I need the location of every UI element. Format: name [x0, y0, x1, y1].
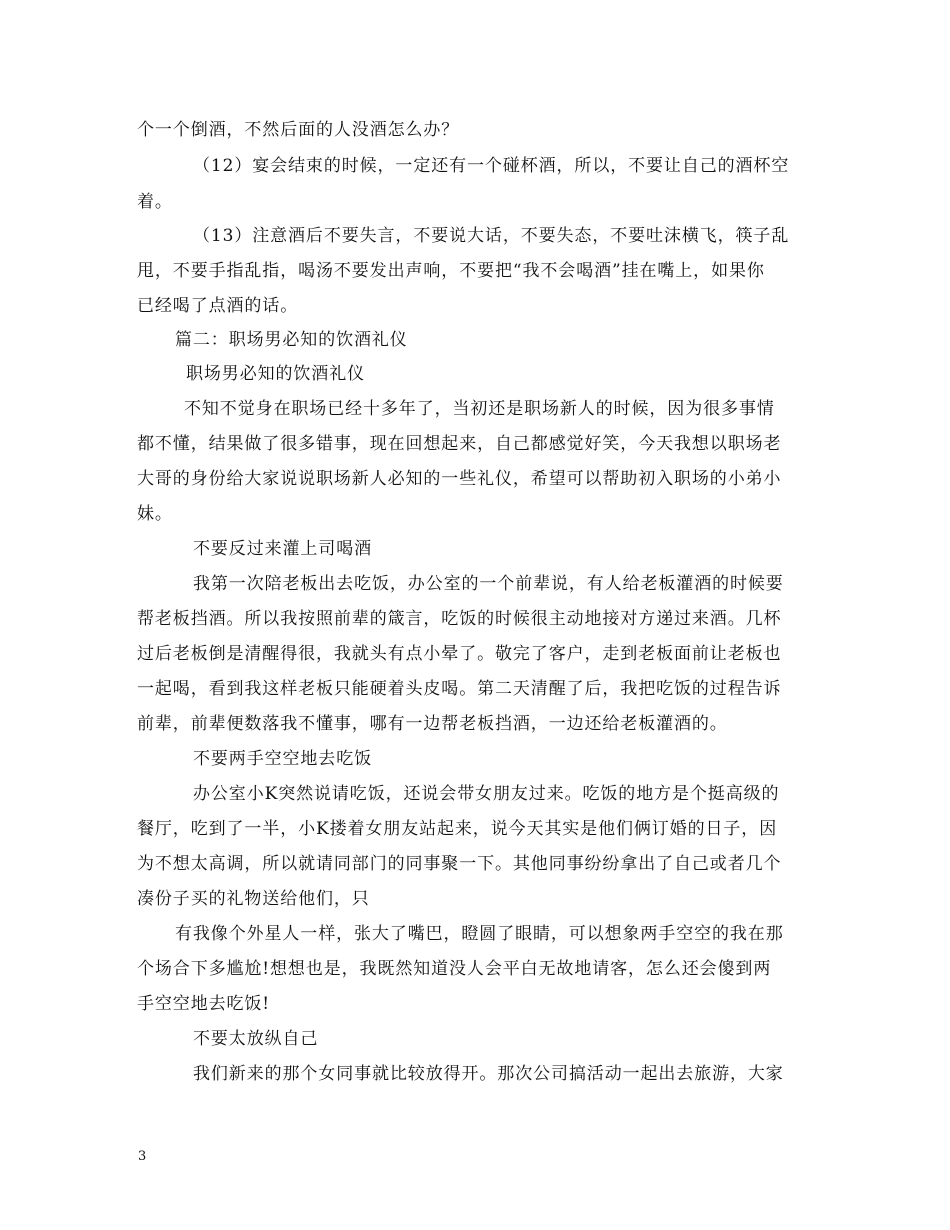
text-line: 不知不觉身在职场已经十多年了，当初还是职场新人的时候，因为很多事情 — [184, 399, 775, 419]
text-line: 我们新来的那个女同事就比较放得开。那次公司搞活动一起出去旅游，大家 — [193, 1064, 784, 1084]
text-line: 甩，不要手指乱指，喝汤不要发出声响，不要把“我不会喝酒”挂在嘴上，如果你 — [137, 261, 765, 281]
text-line: 我第一次陪老板出去吃饭，办公室的一个前辈说，有人给老板灌酒的时候要 — [193, 574, 784, 594]
text-line: 大哥的身份给大家说说职场新人必知的一些礼仪，希望可以帮助初入职场的小弟小 — [137, 469, 782, 489]
text-line: 过后老板倒是清醒得很，我就头有点小晕了。敬完了客户，走到老板面前让老板也 — [137, 644, 782, 664]
text-line: 都不懂，结果做了很多错事，现在回想起来，自己都感觉好笑，今天我想以职场老 — [137, 434, 782, 454]
text-line: 有我像个外星人一样，张大了嘴巴，瞪圆了眼睛，可以想象两手空空的我在那 — [175, 924, 784, 944]
page-number: 3 — [138, 1149, 147, 1164]
text-line: 个一个倒酒，不然后面的人没酒怎么办？ — [137, 120, 460, 140]
text-line: （12）宴会结束的时候，一定还有一个碰杯酒，所以，不要让自己的酒杯空 — [193, 156, 790, 176]
text-line: 手空空地去吃饭! — [137, 994, 271, 1014]
text-line: 着。 — [137, 192, 173, 212]
subheading: 不要太放纵自己 — [193, 1029, 319, 1049]
text-line: 前辈，前辈便数落我不懂事，哪有一边帮老板挡酒，一边还给老板灌酒的。 — [137, 714, 728, 734]
text-line: 餐厅，吃到了一半，小K搂着女朋友站起来，说今天其实是他们俩订婚的日子，因 — [137, 819, 778, 839]
subheading: 不要两手空空地去吃饭 — [193, 749, 372, 769]
text-line: 为不想太高调，所以就请同部门的同事聚一下。其他同事纷纷拿出了自己或者几个 — [137, 854, 782, 874]
text-line: 办公室小K突然说请吃饭，还说会带女朋友过来。吃饭的地方是个挺高级的 — [193, 784, 780, 804]
text-line: （13）注意酒后不要失言，不要说大话，不要失态，不要吐沫横飞，筷子乱 — [193, 226, 790, 246]
article-title: 职场男必知的饮酒礼仪 — [186, 364, 365, 384]
text-line: 个场合下多尴尬!想想也是，我既然知道没人会平白无故地请客，怎么还会傻到两 — [137, 959, 772, 979]
text-line: 一起喝，看到我这样老板只能硬着头皮喝。第二天清醒了后，我把吃饭的过程告诉 — [137, 679, 782, 699]
subheading: 不要反过来灌上司喝酒 — [193, 539, 372, 559]
text-line: 凑份子买的礼物送给他们，只 — [137, 889, 370, 909]
text-line: 已经喝了点酒的话。 — [137, 296, 299, 316]
text-line: 帮老板挡酒。所以我按照前辈的箴言，吃饭的时候很主动地接对方递过来酒。几杯 — [137, 609, 782, 629]
section-heading: 篇二：职场男必知的饮酒礼仪 — [175, 330, 408, 350]
text-line: 妹。 — [137, 504, 173, 524]
